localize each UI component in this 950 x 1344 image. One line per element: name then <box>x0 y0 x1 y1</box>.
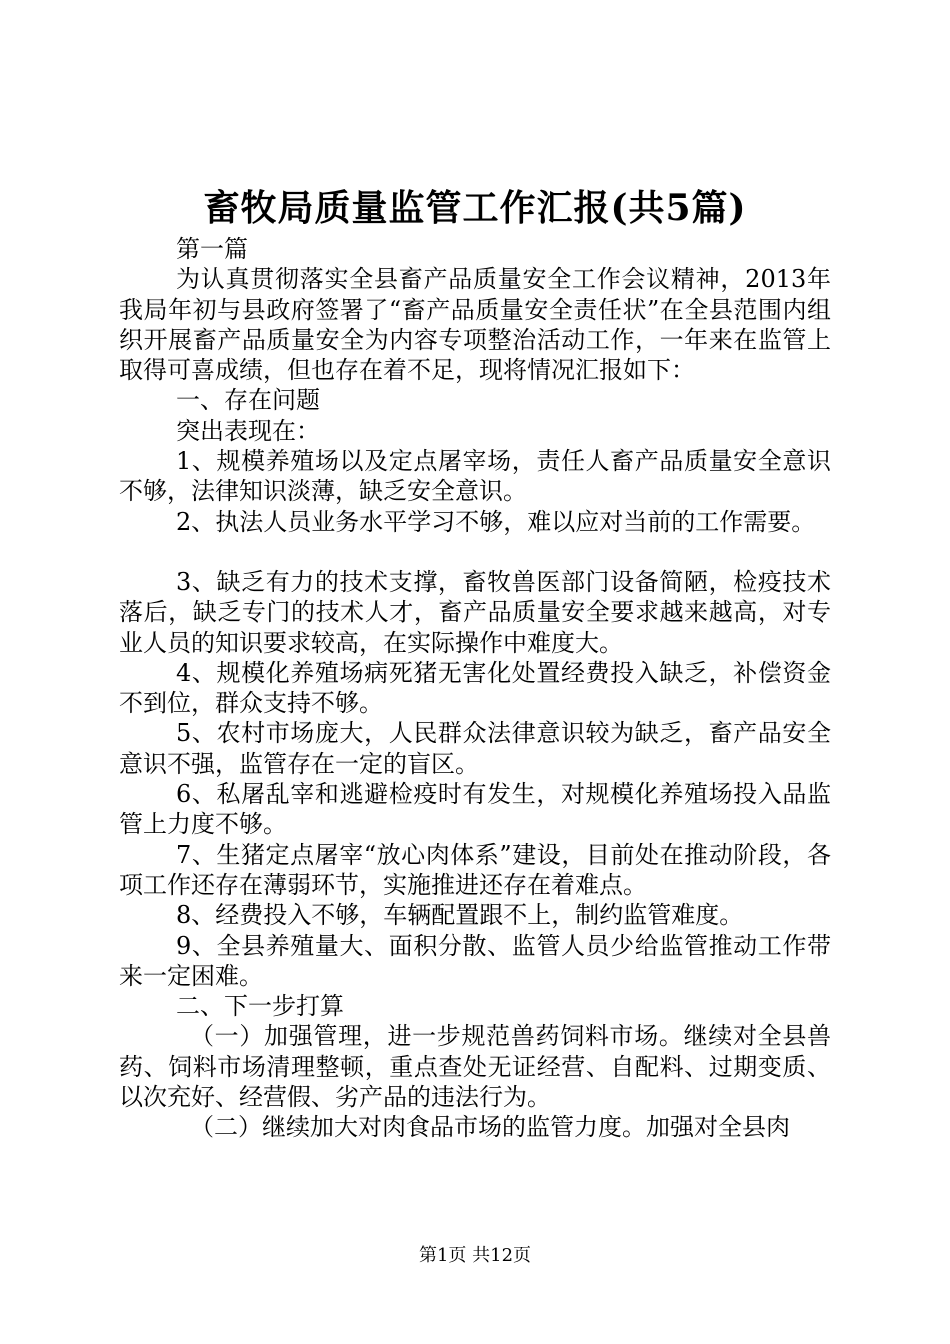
document-title: 畜牧局质量监管工作汇报(共5篇) <box>203 187 747 229</box>
section-heading: 二、下一步打算 <box>176 992 344 1021</box>
list-item: 4、规模化养殖场病死猪无害化处置经费投入缺乏，补偿资金不到位，群众支持不够。 <box>119 658 831 718</box>
list-item: 7、生猪定点屠宰“放心肉体系”建设，目前处在推动阶段，各项工作还存在薄弱环节，实施推进还存在着难点。 <box>119 840 831 899</box>
section-heading: 第一篇 <box>176 235 248 263</box>
list-item: 6、私屠乱宰和逃避检疫时有发生，对规模化养殖场投入品监管上力度不够。 <box>119 780 831 839</box>
list-item: 1、规模养殖场以及定点屠宰场，责任人畜产品质量安全意识不够，法律知识淡薄，缺乏安全意识。 <box>119 447 831 506</box>
paragraph: （一）加强管理，进一步规范兽药饲料市场。继续对全县兽药、饲料市场清理整顿，重点查处无证经营、自配料、过期变质、以次充好、经营假、劣产品的违法行为。 <box>119 1022 831 1112</box>
section-heading: 一、存在问题 <box>176 386 320 415</box>
paragraph: 突出表现在： <box>176 416 320 445</box>
list-item: 3、缺乏有力的技术支撑，畜牧兽医部门设备简陋，检疫技术落后，缺乏专门的技术人才，畜产品质量安全要求越来越高，对专业人员的知识要求较高，在实际操作中难度大。 <box>119 567 831 657</box>
list-item: 2、执法人员业务水平学习不够，难以应对当前的工作需要。 <box>176 507 816 536</box>
intro-paragraph: 为认真贯彻落实全县畜产品质量安全工作会议精神，2013年我局年初与县政府签署了“畜产品质量安全责任状”在全县范围内组织开展畜产品质量安全为内容专项整治活动工作，一年来在监管上取得可喜成绩，但也存在着不足，现将情况汇报如下： <box>119 265 831 385</box>
list-item: 5、农村市场庞大，人民群众法律意识较为缺乏，畜产品安全意识不强，监管存在一定的盲区。 <box>119 719 831 778</box>
list-item: 9、全县养殖量大、面积分散、监管人员少给监管推动工作带来一定困难。 <box>119 931 831 990</box>
list-item: 8、经费投入不够，车辆配置跟不上，制约监管难度。 <box>176 901 744 930</box>
paragraph: （二）继续加大对肉食品市场的监管力度。加强对全县肉 <box>190 1113 790 1142</box>
page-number-footer: 第1页 共12页 <box>418 1245 532 1266</box>
document-body <box>119 234 831 1143</box>
